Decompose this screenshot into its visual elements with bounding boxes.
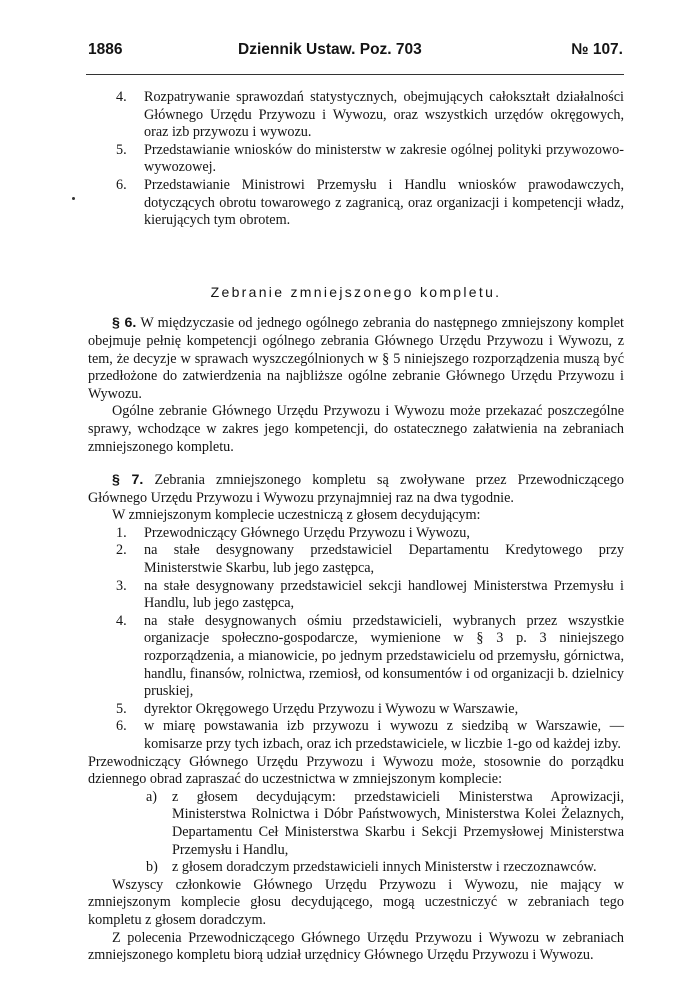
page-number: 1886: [88, 41, 123, 58]
paragraph-s7-5: Z polecenia Przewodniczącego Głównego Urzędu Przywozu i Wywozu w zebraniach zmniejszonego kompletu biorą udział urzędnicy Głównego Urzędu Przywozu i Wywozu.: [88, 929, 624, 964]
invited-item: a) z głosem decydującym: przedstawicieli Ministerstwa Aprowizacji, Ministerstwa Rolnictwa i Dóbr Państwowych, Ministerstwa Kolei Żelaznych, Departamentu Ceł Ministerstwa Skarbu i Sekcji Przemysłowej Ministerstwa Przemysłu i Handlu,: [146, 788, 624, 858]
page-header: [88, 41, 623, 63]
issue-number: № 107.: [571, 41, 623, 58]
list-item: 5. Przedstawianie wniosków do ministerstw w zakresie ogólnej polityki przywozowo-wywozowej.: [116, 141, 624, 176]
document-body: [88, 89, 624, 965]
paragraph-s6-2: Ogólne zebranie Głównego Urzędu Przywozu i Wywozu może przekazać poszczególne sprawy, wchodzące w zakres jego kompetencji, do ostatecznego załatwienia na zebraniach zmniejszonego kompletu.: [88, 403, 624, 455]
paragraph-s7-3: Przewodniczący Głównego Urzędu Przywozu i Wywozu może, stosownie do porządku dziennego obrad zapraszać do uczestnictwa w zmniejszonym komplecie:: [88, 753, 624, 788]
paragraph-s7-2: W zmniejszonym komplecie uczestniczą z głosem decydującym:: [112, 507, 481, 524]
section-heading: Zebranie zmniejszonego kompletu.: [210, 283, 502, 300]
member-item: 2. na stałe desygnowany przedstawiciel Departamentu Kredytowego przy Ministerstwie Skarbu, lub jego zastępca,: [116, 542, 624, 577]
invited-item: b) z głosem doradczym przedstawicieli innych Ministerstw i rzeczoznawców.: [146, 859, 597, 876]
journal-title: Dziennik Ustaw. Poz. 703: [238, 41, 422, 58]
paragraph-s6-1: § 6. W międzyczasie od jednego ogólnego zebrania do następnego zmniejszony komplet obejmuje pełnię kompetencji ogólnego zebrania Głównego Urzędu Przywozu i Wywozu, z tem, że decyzje w sprawach wyszczególnionych w § 5 niniejszego rozporządzenia muszą być przedłożone do zatwierdzenia na najbliższe ogólne zebranie Głównego Urzędu Przywozu i Wywozu.: [88, 315, 624, 402]
member-item: 3. na stałe desygnowany przedstawiciel sekcji handlowej Ministerstwa Przemysłu i Handlu, lub jego zastępca,: [116, 577, 624, 612]
header-rule: [86, 74, 624, 75]
member-item: 5. dyrektor Okręgowego Urzędu Przywozu i Wywozu w Warszawie,: [116, 700, 519, 717]
member-item: 4. na stałe desygnowanych ośmiu przedstawicieli, wybranych przez wszystkie organizacje społeczno-gospodarcze, wymienione w § 3 p. 3 niniejszego rozporządzenia, a mianowicie, po jednym przedstawicielu od przemysłu, górnictwa, handlu, finansów, rolnictwa, rzemiosł, od konsumentów i od organizacji b. dzielnicy pruskiej,: [116, 612, 624, 700]
list-item: 4. Rozpatrywanie sprawozdań statystycznych, obejmujących całokształt działalności Głównego Urzędu Przywozu i Wywozu, oraz wszystkich urzędów okręgowych, oraz izb przywozu i wywozu.: [116, 89, 624, 141]
paragraph-s7-4: Wszyscy członkowie Głównego Urzędu Przywozu i Wywozu, nie mający w zmniejszonym komplecie głosu decydującego, mogą uczestniczyć w zebraniach tego kompletu z głosem doradczym.: [88, 876, 624, 928]
section-label: § 7.: [112, 472, 144, 489]
member-item: 1. Przewodniczący Głównego Urzędu Przywozu i Wywozu,: [116, 524, 470, 541]
member-item: 6. w miarę powstawania izb przywozu i wywozu z siedzibą w Warszawie, — komisarze przy tych izbach, oraz ich przedstawiciele, w liczbie 1-go od każdej izby.: [116, 718, 624, 752]
section-label: § 6.: [112, 315, 137, 332]
paragraph-s7-1: § 7. Zebrania zmniejszonego kompletu są zwoływane przez Przewodniczącego Głównego Urzędu Przywozu i Wywozu przynajmniej raz na dwa tygodnie.: [88, 472, 624, 506]
list-item: 6. Przedstawianie Ministrowi Przemysłu i Handlu wniosków prawodawczych, dotyczących obrotu towarowego z zagranicą, oraz organizacji i kompetencji władz, kierujących tym obrotem.: [116, 176, 624, 229]
margin-mark: [72, 197, 75, 200]
